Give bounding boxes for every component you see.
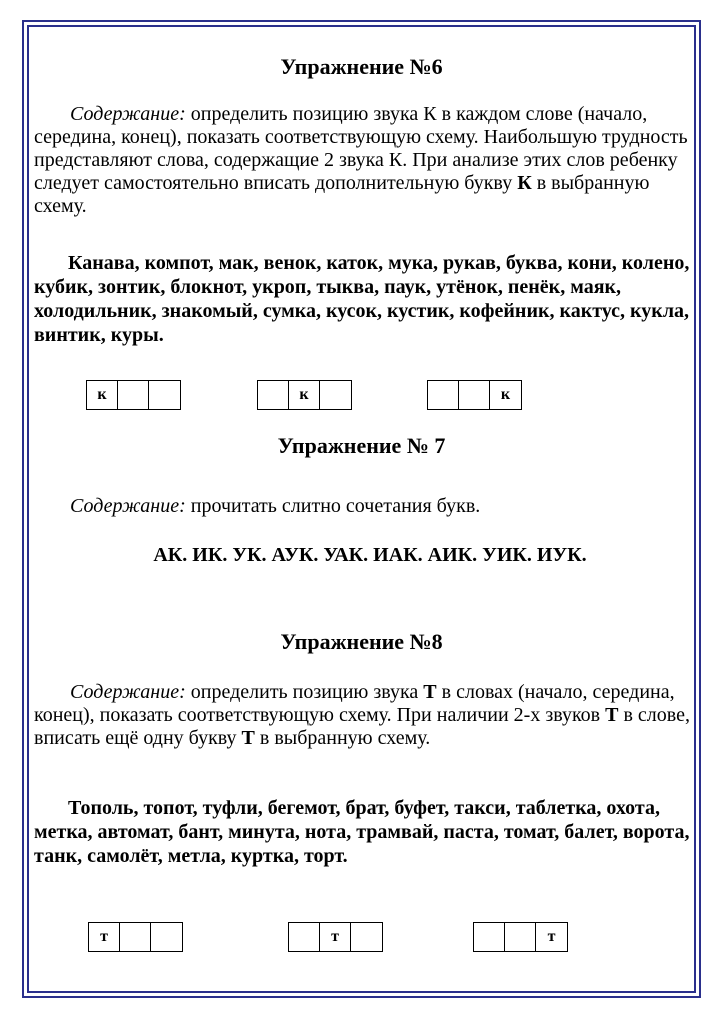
scheme-cell bbox=[351, 923, 382, 951]
scheme-6-end bbox=[427, 380, 522, 410]
exercise-8-text-a: определить позицию звука bbox=[185, 681, 424, 703]
exercise-8-bold-3: Т bbox=[241, 727, 255, 749]
exercise-6-bold-letter: К bbox=[517, 172, 532, 194]
exercise-7-text: прочитать слитно сочетания букв. bbox=[185, 495, 481, 517]
scheme-cell bbox=[151, 923, 182, 951]
scheme-8-middle bbox=[288, 922, 383, 952]
scheme-cell bbox=[149, 381, 180, 409]
exercise-8-bold-2: Т bbox=[605, 704, 619, 726]
exercise-7-title: Упражнение № 7 bbox=[277, 433, 446, 458]
scheme-cell bbox=[459, 381, 490, 409]
exercise-8-label: Содержание: bbox=[70, 681, 186, 703]
exercise-6-description bbox=[34, 103, 699, 218]
scheme-6-start bbox=[86, 380, 181, 410]
exercise-6-text-b: в выбранную схему. bbox=[34, 172, 650, 217]
scheme-cell: т bbox=[89, 923, 120, 951]
exercise-8-text-b: в словах (начало, середина, конец), показать соответствующую схему. При наличии 2-х звуков bbox=[34, 681, 675, 726]
scheme-8-start bbox=[88, 922, 183, 952]
scheme-cell bbox=[258, 381, 289, 409]
exercise-6-label: Содержание: bbox=[70, 103, 186, 125]
exercise-7-syllables: АК. ИК. УК. АУК. УАК. ИАК. АИК. УИК. ИУК. bbox=[153, 544, 587, 566]
scheme-cell bbox=[120, 923, 151, 951]
scheme-cell: к bbox=[500, 386, 511, 403]
scheme-cell: к bbox=[289, 381, 320, 409]
exercise-8-title: Упражнение №8 bbox=[280, 629, 443, 654]
exercise-8-text-c: в слове, вписать ещё одну букву bbox=[34, 704, 690, 749]
scheme-cell bbox=[320, 381, 351, 409]
exercise-7-label: Содержание: bbox=[70, 495, 186, 517]
exercise-8-description bbox=[34, 681, 699, 750]
scheme-cell: к bbox=[87, 381, 118, 409]
scheme-cell: т bbox=[320, 923, 351, 951]
scheme-8-end bbox=[473, 922, 568, 952]
scheme-cell bbox=[474, 923, 505, 951]
exercise-6-text-a: определить позицию звука К в каждом слове (начало, середина, конец), показать соответствующую схему. Наибольшую трудность представляют слова, содержащие 2 звука К. При анализе этих слов ребенку следует самостоятельно вписать дополнительную букву bbox=[34, 103, 688, 194]
scheme-cell bbox=[505, 923, 536, 951]
exercise-8-word-list: Тополь, топот, туфли, бегемот, брат, буфет, такси, таблетка, охота, метка, автомат, бант, минута, нота, трамвай, паста, томат, балет, ворота, танк, самолёт, метла, куртка, торт. bbox=[34, 797, 690, 867]
exercise-8-bold-1: Т bbox=[423, 681, 437, 703]
exercise-6-word-list: Канава, компот, мак, венок, каток, мука, рукав, буква, кони, колено, кубик, зонтик, блокнот, укроп, тыква, паук, утёнок, пенёк, маяк, холодильник, знакомый, сумка, кусок, кустик, кофейник, кактус, кукла, винтик, куры. bbox=[34, 252, 690, 346]
exercise-6-title: Упражнение №6 bbox=[280, 54, 443, 79]
scheme-cell bbox=[118, 381, 149, 409]
scheme-6-middle bbox=[257, 380, 352, 410]
scheme-cell bbox=[289, 923, 320, 951]
scheme-cell bbox=[428, 381, 459, 409]
exercise-8-text-d: в выбранную схему. bbox=[254, 727, 431, 749]
exercise-7-description bbox=[34, 495, 699, 518]
scheme-cell: т bbox=[547, 928, 556, 945]
